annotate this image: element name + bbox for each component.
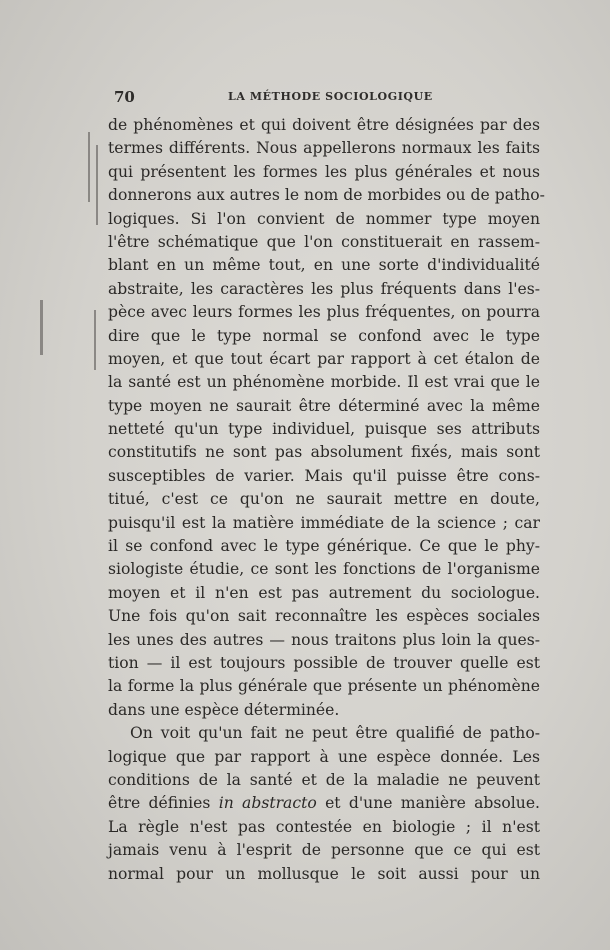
text-line: qui présentent les formes les plus générales et nous xyxy=(108,162,540,181)
margin-pencil-mark xyxy=(40,300,43,355)
text-line: logique que par rapport à une espèce donnée. Les xyxy=(108,747,540,766)
text-line: La règle n'est pas contestée en biologie ; il n'est xyxy=(108,817,540,836)
text-line: titué, c'est ce qu'on ne saurait mettre en doute, xyxy=(108,490,540,509)
text-line: l'être schématique que l'on constituerait en rassem- xyxy=(108,232,540,251)
text-line: siologiste étudie, ce sont les fonctions de l'organisme xyxy=(108,560,540,579)
text-line: normal pour un mollusque le soit aussi pour un xyxy=(108,864,540,883)
text-line: netteté qu'un type individuel, puisque ses attributs xyxy=(108,420,540,439)
text-line: logiques. Si l'on convient de nommer type moyen xyxy=(108,209,540,228)
text-line: dire que le type normal se confond avec le type xyxy=(108,326,540,345)
margin-pencil-mark xyxy=(88,132,90,202)
text-line: termes différents. Nous appellerons normaux les faits xyxy=(108,139,540,158)
margin-pencil-mark xyxy=(94,310,96,370)
paragraph xyxy=(108,114,545,722)
text-line: moyen, et que tout écart par rapport à cet étalon de xyxy=(108,349,540,368)
text-line: pèce avec leurs formes les plus fréquentes, on pourra xyxy=(108,303,540,322)
text-line: type moyen ne saurait être déterminé avec la même xyxy=(108,396,540,415)
text-line: de phénomènes et qui doivent être désignées par des xyxy=(108,116,540,134)
text-line: constitutifs ne sont pas absolument fixés, mais sont xyxy=(108,443,540,462)
text-line: blant en un même tout, en une sorte d'individualité xyxy=(108,256,540,275)
text-line: jamais venu à l'esprit de personne que ce qui est xyxy=(108,841,540,860)
italic-text: in abstracto xyxy=(218,794,317,813)
page-header xyxy=(114,88,544,108)
text-line: la forme la plus générale que présente un phénomène xyxy=(108,677,540,696)
running-title: LA MÉTHODE SOCIOLOGIQUE xyxy=(228,90,433,103)
text-line: On voit qu'un fait ne peut être qualifié de patho- xyxy=(130,724,540,743)
body-text xyxy=(108,114,545,886)
text-line: tion — il est toujours possible de trouver quelle est xyxy=(108,653,540,672)
text-line: la santé est un phénomène morbide. Il est vrai que le xyxy=(108,373,540,392)
text-line: susceptibles de varier. Mais qu'il puisse être cons- xyxy=(108,466,540,485)
text-line: moyen et il n'en est pas autrement du sociologue. xyxy=(108,583,540,602)
text-line: conditions de la santé et de la maladie ne peuvent xyxy=(108,770,540,789)
text-line: donnerons aux autres le nom de morbides ou de patho- xyxy=(108,186,545,205)
margin-pencil-mark xyxy=(96,145,98,225)
text-line: abstraite, les caractères les plus fréquents dans l'es- xyxy=(108,279,540,298)
page-number: 70 xyxy=(114,88,135,106)
text-line: Une fois qu'on sait reconnaître les espèces sociales xyxy=(108,607,540,626)
text-line: puisqu'il est la matière immédiate de la science ; car xyxy=(108,513,540,532)
text-fragment: être définies xyxy=(108,794,211,813)
text-fragment: et d'une manière absolue. xyxy=(325,794,541,813)
text-line: les unes des autres — nous traitons plus loin la ques- xyxy=(108,630,540,649)
paragraph xyxy=(108,722,540,886)
text-line: dans une espèce déterminée. xyxy=(108,700,340,719)
text-line-mixed xyxy=(108,792,540,815)
text-line: il se confond avec le type générique. Ce que le phy- xyxy=(108,537,540,556)
